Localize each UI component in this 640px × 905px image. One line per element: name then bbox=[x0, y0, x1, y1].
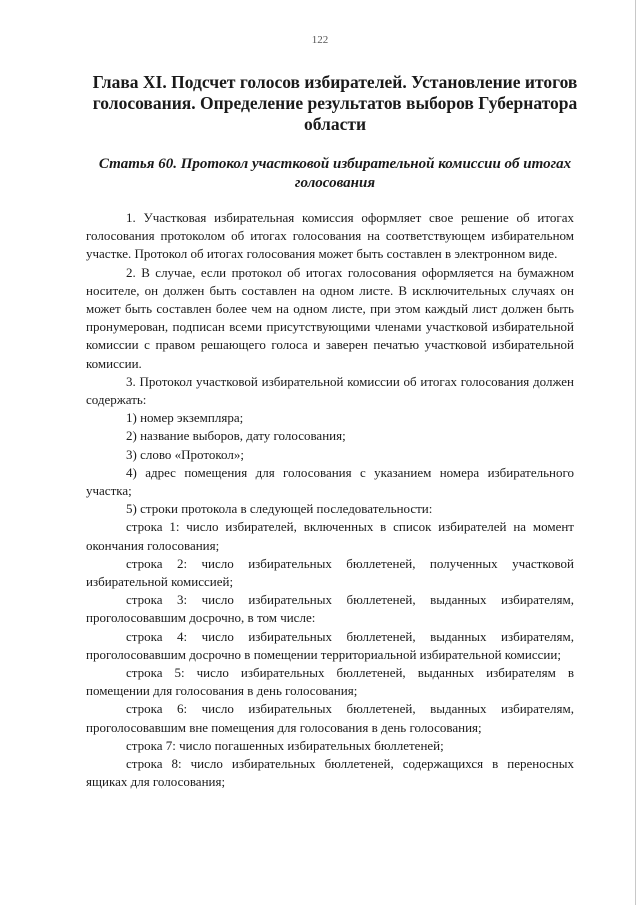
protocol-line-item: строка 1: число избирателей, включенных в список избирателей на момент окончания голосования; bbox=[86, 519, 574, 553]
protocol-line-item: строка 8: число избирательных бюллетеней, содержащихся в переносных ящиках для голосования; bbox=[86, 756, 574, 790]
page-number: 122 bbox=[311, 34, 329, 46]
protocol-line-item: строка 4: число избирательных бюллетеней, выданных избирателям, проголосовавшим досрочно в помещении территориальной избирательной комиссии; bbox=[86, 628, 574, 662]
article-body bbox=[86, 209, 574, 792]
paragraph: 3. Протокол участковой избирательной комиссии об итогах голосования должен содержать: bbox=[86, 373, 574, 408]
protocol-line-item: строка 7: число погашенных избирательных бюллетеней; bbox=[126, 737, 444, 753]
list-item: 3) слово «Протокол»; bbox=[126, 446, 244, 462]
list-item: 1) номер экземпляра; bbox=[126, 410, 244, 426]
protocol-line-item: строка 6: число избирательных бюллетеней, выданных избирателям, проголосовавшим вне помещения для голосования в день голосования; bbox=[86, 701, 574, 735]
list-item: 5) строки протокола в следующей последовательности: bbox=[126, 501, 433, 517]
protocol-line-item: строка 2: число избирательных бюллетеней, полученных участковой избирательной комиссией; bbox=[86, 555, 574, 590]
list-item: 2) название выборов, дату голосования; bbox=[126, 428, 346, 444]
chapter-title: Глава XI. Подсчет голосов избирателей. Установление итогов голосования. Определение результатов выборов Губернатора области bbox=[92, 72, 578, 134]
paragraph: 1. Участковая избирательная комиссия оформляет свое решение об итогах голосования протоколом об итогах голосования на соответствующем избирательном участке. Протокол об итогах голосования может быть составлен в электронном виде. bbox=[86, 210, 574, 262]
paragraph: 2. В случае, если протокол об итогах голосования оформляется на бумажном носителе, он должен быть составлен на одном листе. В исключительных случаях он может быть составлен более чем на одном листе, при этом каждый лист должен быть пронумерован, подписан всеми присутствующими членами участковой избирательной комиссии с правом решающего голоса и заверен печатью участковой избирательной комиссии. bbox=[86, 264, 574, 371]
article-title: Статья 60. Протокол участковой избирательной комиссии об итогах голосования bbox=[98, 156, 572, 191]
protocol-line-item: строка 3: число избирательных бюллетеней, выданных избирателям, проголосовавшим досрочно, в том числе: bbox=[86, 592, 574, 626]
page-edge bbox=[635, 0, 636, 905]
protocol-line-item: строка 5: число избирательных бюллетеней, выданных избирателям в помещении для голосования в день голосования; bbox=[86, 665, 574, 699]
list-item: 4) адрес помещения для голосования с указанием номера избирательного участка; bbox=[86, 464, 574, 499]
